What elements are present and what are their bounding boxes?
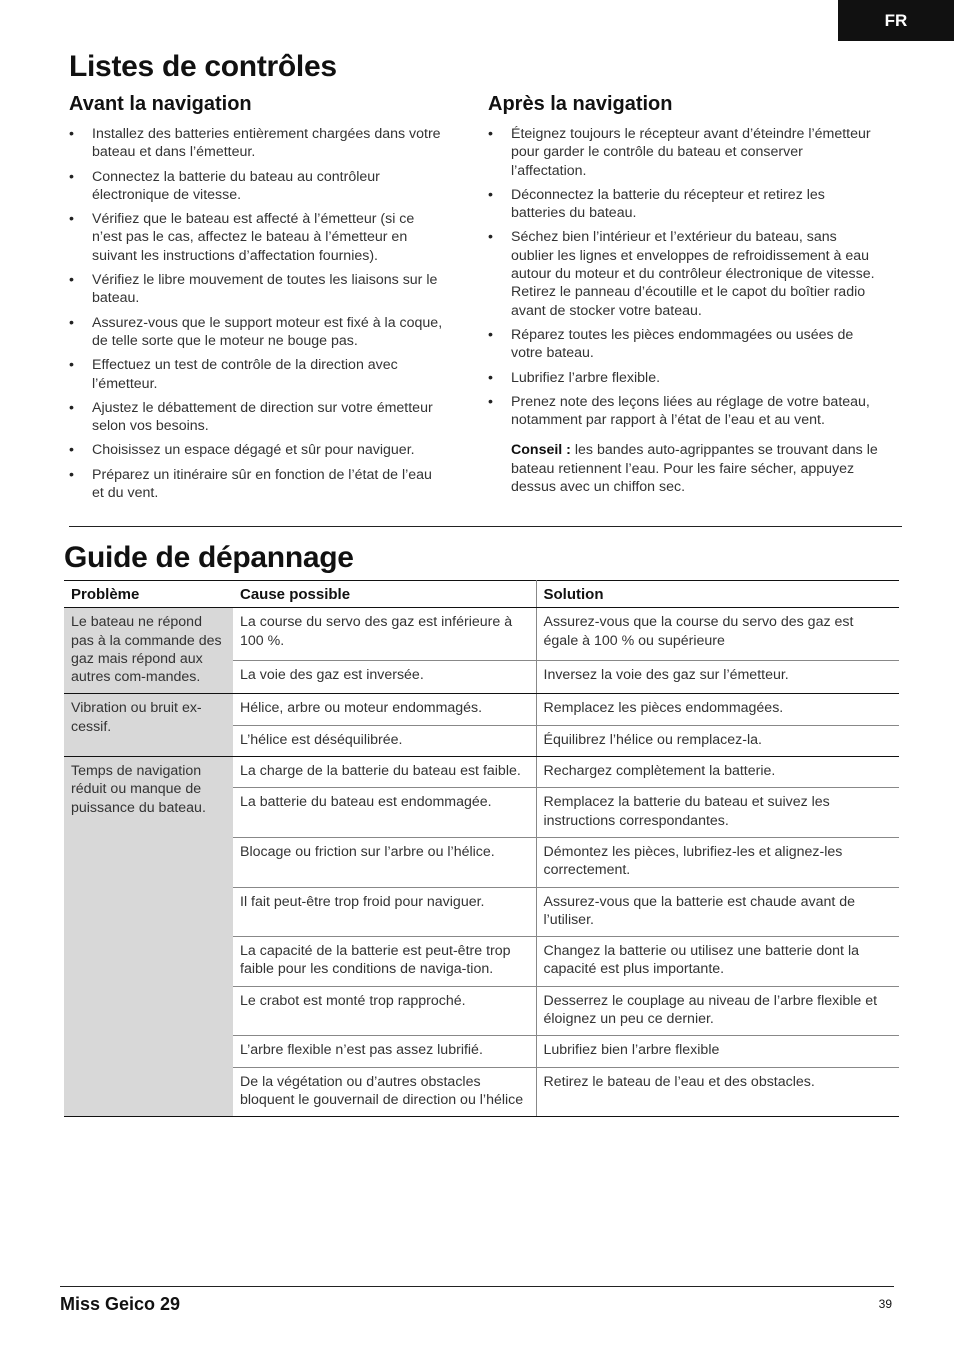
solution-cell: Retirez le bateau de l’eau et des obstacles. bbox=[536, 1067, 899, 1117]
cause-cell: La charge de la batterie du bateau est faible. bbox=[233, 757, 536, 788]
problem-cell: Vibration ou bruit ex-cessif. bbox=[64, 694, 233, 757]
table-row bbox=[64, 757, 899, 788]
header-cause: Cause possible bbox=[233, 581, 536, 608]
solution-cell: Desserrez le couplage au niveau de l’arbre flexible et éloignez un peu ce dernier. bbox=[536, 986, 899, 1036]
solution-cell: Assurez-vous que la batterie est chaude avant de l’utiliser. bbox=[536, 887, 899, 937]
solution-cell: Assurez-vous que la course du servo des gaz est égale à 100 % ou supérieure bbox=[536, 608, 899, 661]
after-navigation-heading: Après la navigation bbox=[488, 93, 673, 115]
before-navigation-list bbox=[69, 125, 447, 508]
cause-cell: Le crabot est monté trop rapproché. bbox=[233, 986, 536, 1036]
after-navigation-list bbox=[488, 125, 880, 496]
tip-label: Conseil : bbox=[511, 442, 571, 459]
cause-cell: L’hélice est déséquilibrée. bbox=[233, 725, 536, 756]
problem-cell: Temps de navigation réduit ou manque de puissance du bateau. bbox=[64, 757, 233, 1117]
cause-cell: Il fait peut-être trop froid pour naviguer. bbox=[233, 887, 536, 937]
footer-product-name: Miss Geico 29 bbox=[60, 1294, 181, 1314]
solution-cell: Équilibrez l’hélice ou remplacez-la. bbox=[536, 725, 899, 756]
list-item: • Préparez un itinéraire sûr en fonction de l’état de l’eau et du vent. bbox=[69, 466, 447, 503]
list-item: • Déconnectez la batterie du récepteur et retirez les batteries du bateau. bbox=[488, 186, 880, 223]
solution-cell: Remplacez les pièces endommagées. bbox=[536, 694, 899, 725]
footer-divider bbox=[60, 1286, 894, 1287]
tip-text: les bandes auto-agrippantes se trouvant dans le bateau retiennent l’eau. Pour les faire sécher, appuyez dessus avec un chiffon sec. bbox=[511, 442, 878, 496]
troubleshooting-table bbox=[64, 580, 899, 1117]
list-item: • Séchez bien l’intérieur et l’extérieur du bateau, sans oublier les lignes et enveloppes de refroidissement à eau autour du moteur et du contrôleur électronique de vitesse. Retirez le panneau d’écoutille et le capot du boîtier radio avant de stocker votre bateau. bbox=[488, 228, 880, 319]
list-item: • Réparez toutes les pièces endommagées ou usées de votre bateau. bbox=[488, 326, 880, 363]
list-item: • Connectez la batterie du bateau au contrôleur électronique de vitesse. bbox=[69, 168, 447, 205]
language-tab: FR bbox=[838, 0, 954, 41]
cause-cell: Hélice, arbre ou moteur endommagés. bbox=[233, 694, 536, 725]
list-item: • Vérifiez le libre mouvement de toutes les liaisons sur le bateau. bbox=[69, 271, 447, 308]
list-item: • Effectuez un test de contrôle de la direction avec l’émetteur. bbox=[69, 356, 447, 393]
header-problem: Problème bbox=[64, 581, 233, 608]
list-item: • Assurez-vous que le support moteur est fixé à la coque, de telle sorte que le moteur ne bouge pas. bbox=[69, 314, 447, 351]
solution-cell: Inversez la voie des gaz sur l’émetteur. bbox=[536, 661, 899, 694]
list-item: • Choisissez un espace dégagé et sûr pour naviguer. bbox=[69, 441, 447, 459]
solution-cell: Changez la batterie ou utilisez une batterie dont la capacité est plus importante. bbox=[536, 937, 899, 987]
checklists-title: Listes de contrôles bbox=[69, 50, 337, 83]
table-header-row bbox=[64, 581, 899, 608]
solution-cell: Lubrifiez bien l’arbre flexible bbox=[536, 1036, 899, 1067]
list-item: • Vérifiez que le bateau est affecté à l’émetteur (si ce n’est pas le cas, affectez le bateau à l’émetteur en suivant les instructions d’affectation fournies). bbox=[69, 210, 447, 265]
tip-note bbox=[488, 441, 880, 496]
cause-cell: La capacité de la batterie est peut-être trop faible pour les conditions de naviga-tion. bbox=[233, 937, 536, 987]
cause-cell: Blocage ou friction sur l’arbre ou l’hélice. bbox=[233, 837, 536, 887]
before-navigation-heading: Avant la navigation bbox=[69, 93, 252, 115]
header-solution: Solution bbox=[536, 581, 899, 608]
list-item: • Installez des batteries entièrement chargées dans votre bateau et dans l’émetteur. bbox=[69, 125, 447, 162]
list-item: • Éteignez toujours le récepteur avant d’éteindre l’émetteur pour garder le contrôle du bateau et conserver l’affectation. bbox=[488, 125, 880, 180]
list-item: • Prenez note des leçons liées au réglage de votre bateau, notamment par rapport à l’état de l’eau et au vent. bbox=[488, 393, 880, 430]
page-number: 39 bbox=[878, 1297, 892, 1311]
problem-cell: Le bateau ne répond pas à la commande des gaz mais répond aux autres com-mandes. bbox=[64, 608, 233, 694]
list-item: • Lubrifiez l’arbre flexible. bbox=[488, 369, 880, 387]
troubleshooting-title: Guide de dépannage bbox=[64, 541, 354, 574]
table-row bbox=[64, 694, 899, 725]
table-row bbox=[64, 608, 899, 661]
cause-cell: L’arbre flexible n’est pas assez lubrifié. bbox=[233, 1036, 536, 1067]
cause-cell: De la végétation ou d’autres obstacles bloquent le gouvernail de direction ou l’hélice bbox=[233, 1067, 536, 1117]
cause-cell: La course du servo des gaz est inférieure à 100 %. bbox=[233, 608, 536, 661]
section-divider bbox=[69, 526, 902, 527]
cause-cell: La voie des gaz est inversée. bbox=[233, 661, 536, 694]
list-item: • Ajustez le débattement de direction sur votre émetteur selon vos besoins. bbox=[69, 399, 447, 436]
solution-cell: Rechargez complètement la batterie. bbox=[536, 757, 899, 788]
cause-cell: La batterie du bateau est endommagée. bbox=[233, 788, 536, 838]
solution-cell: Démontez les pièces, lubrifiez-les et alignez-les correctement. bbox=[536, 837, 899, 887]
solution-cell: Remplacez la batterie du bateau et suivez les instructions correspondantes. bbox=[536, 788, 899, 838]
